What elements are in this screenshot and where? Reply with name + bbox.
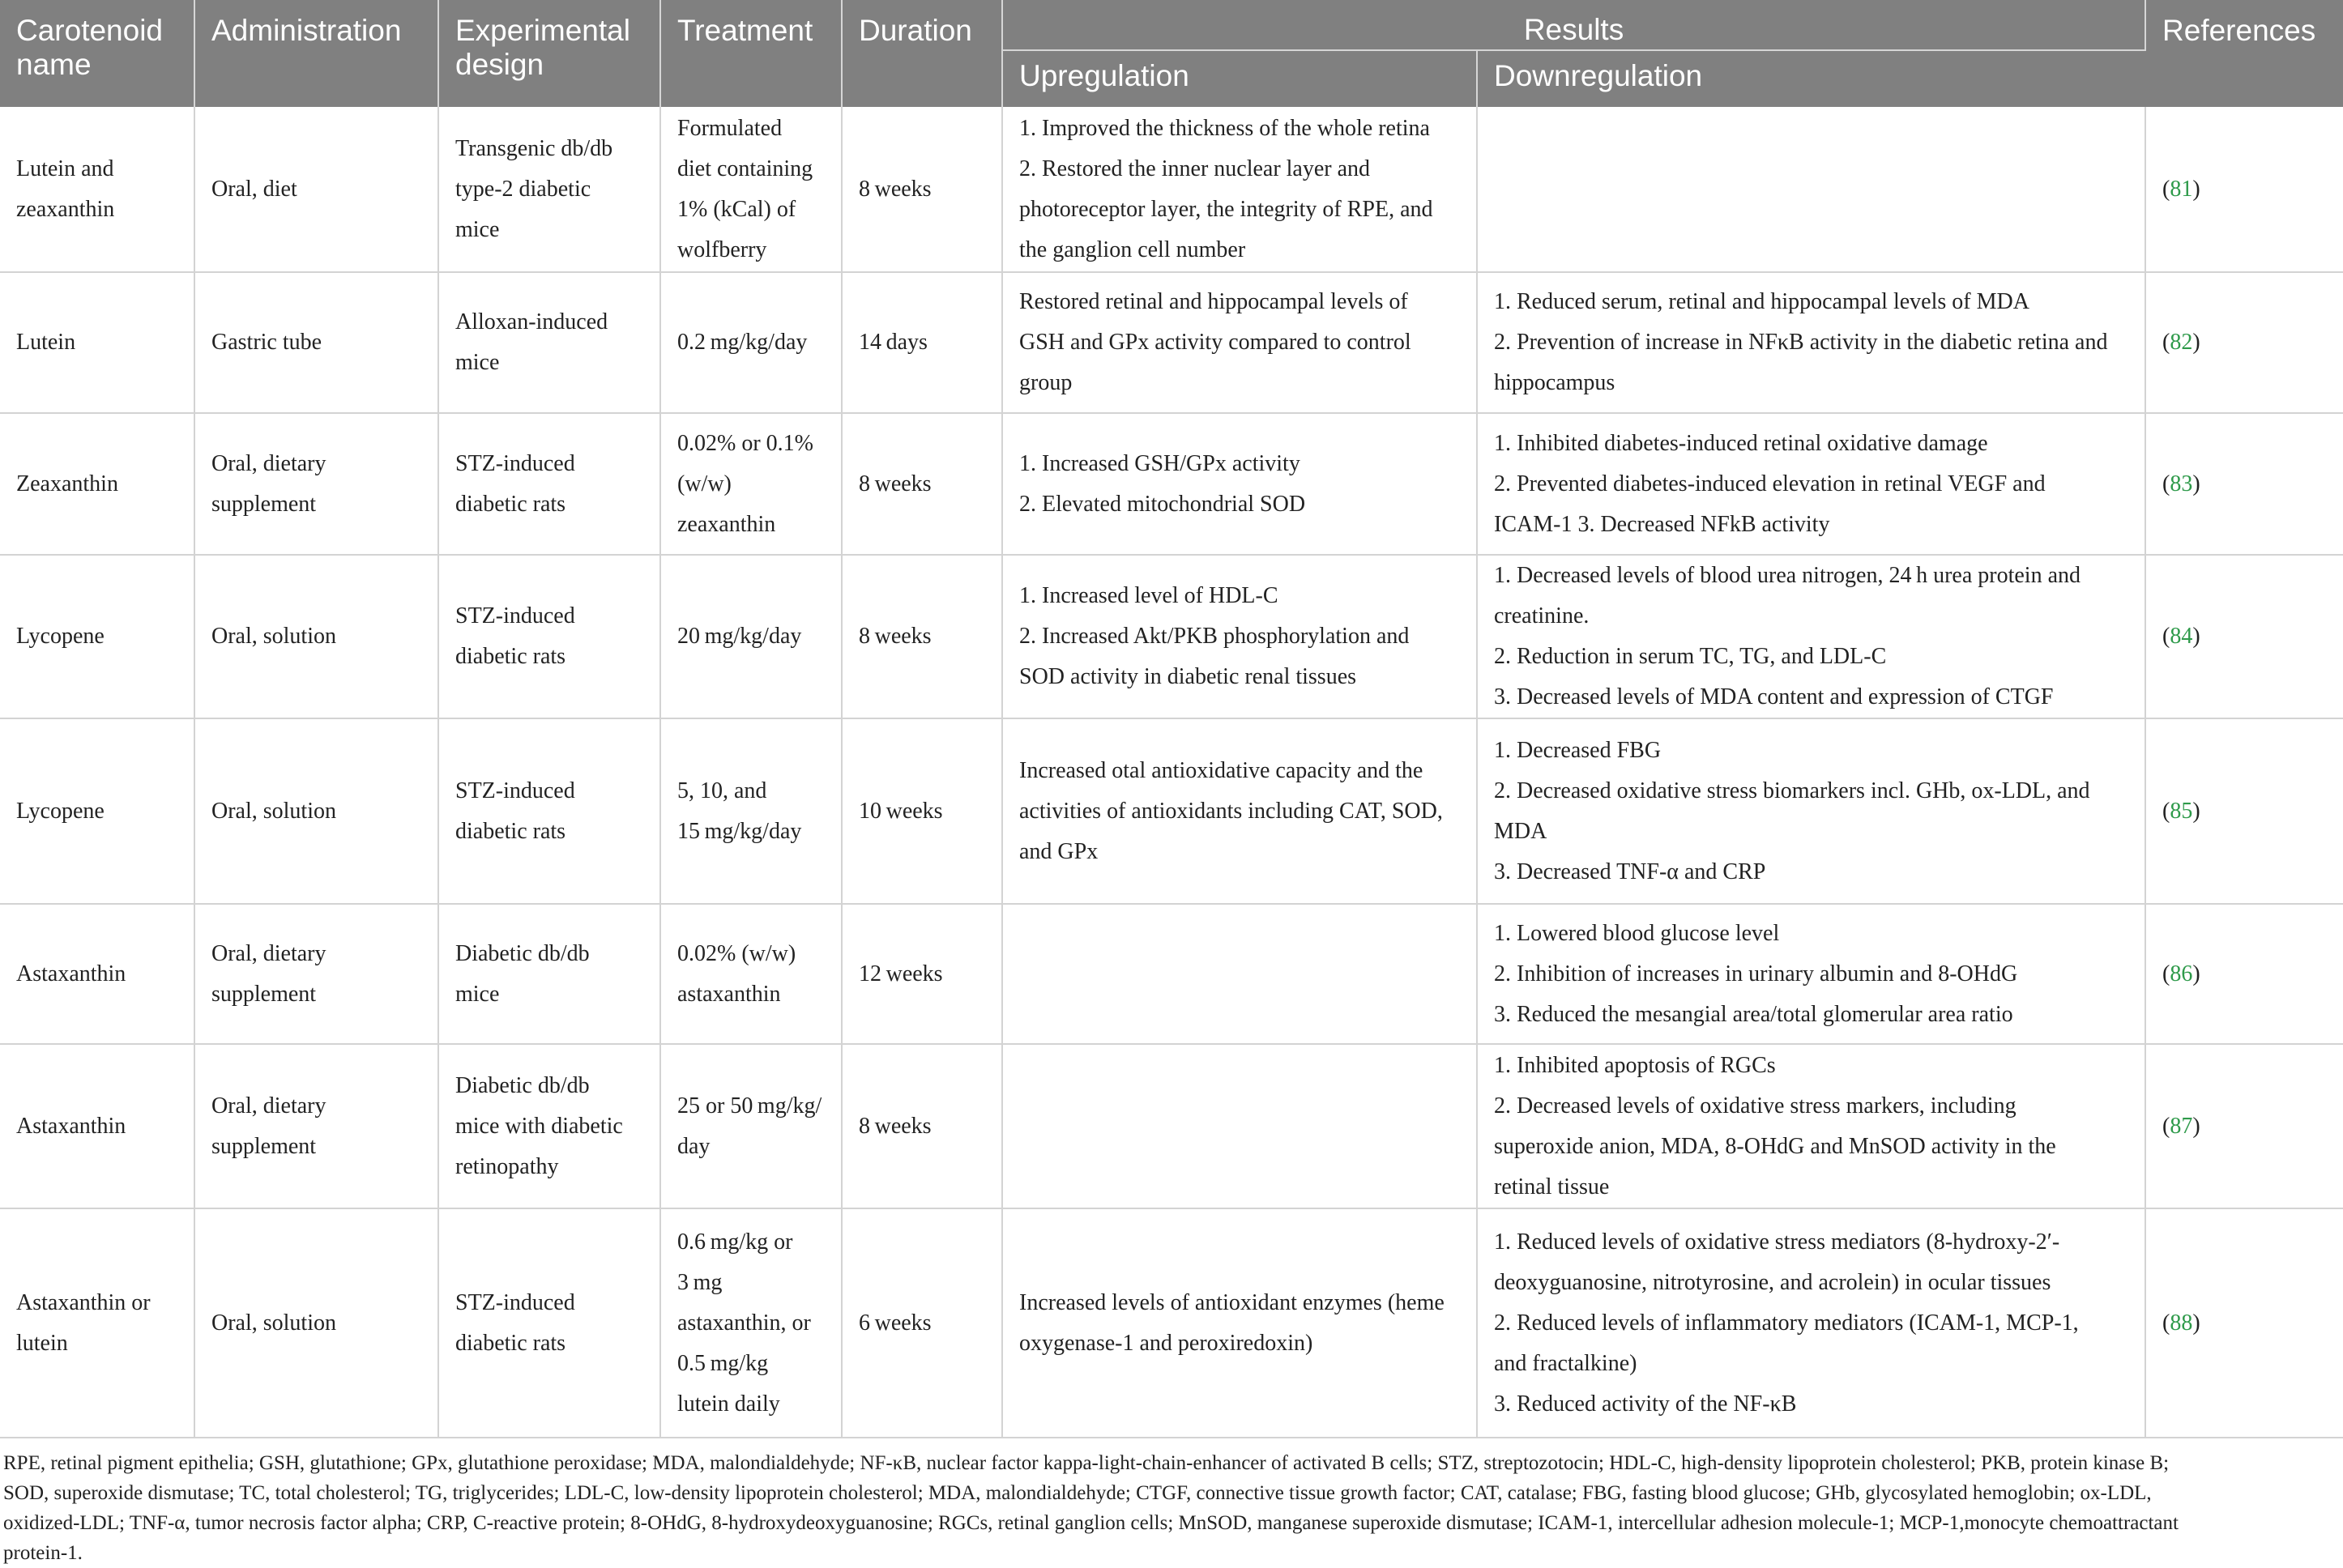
duration-cell: 6 weeks [842,1208,1002,1438]
administration-cell [194,1208,438,1438]
cell-line: Oral, dietary [211,1093,326,1118]
cell-line: 25 or 50 mg/kg/ [677,1093,822,1118]
cell-line: 2. Reduced levels of inflammatory mediators (ICAM-1, MCP-1, [1494,1310,2079,1336]
cell-line: Transgenic db/db [455,135,613,161]
duration-cell: 12 weeks [842,904,1002,1044]
administration-cell [194,413,438,555]
cell-line: 1. Inhibited diabetes-induced retinal oxidative damage [1494,430,1988,456]
upregulation-cell [1002,272,1477,413]
reference-cell [2145,1044,2343,1208]
table-row [0,1208,2343,1438]
cell-line: GSH and GPx activity compared to control [1019,330,1411,355]
experimental-design-cell [438,718,660,904]
cell-line: 1. Reduced serum, retinal and hippocampal levels of MDA [1494,289,2029,314]
cell-line: Lutein and [16,156,114,181]
duration-cell: 8 weeks [842,107,1002,272]
cell-line: 1. Inhibited apoptosis of RGCs [1494,1052,1776,1078]
downregulation-cell [1477,1044,2145,1208]
header-downregulation: Downregulation [1477,50,2145,107]
cell-line: STZ-induced [455,450,575,476]
cell-line: 2. Inhibition of increases in urinary albumin and 8-OHdG [1494,961,2018,986]
treatment-cell [660,718,842,904]
cell-line: STZ-induced [455,603,575,628]
cell-line: mice [455,981,500,1007]
cell-line: 1. Increased GSH/GPx activity [1019,450,1300,476]
cell-line: Oral, solution [211,798,336,824]
carotenoid-name-cell [0,718,194,904]
cell-line: ICAM-1 3. Decreased NFkB activity [1494,511,1830,537]
reference-cell [2145,718,2343,904]
cell-line: (w/w) [677,471,732,496]
cell-line: astaxanthin, or [677,1310,811,1336]
cell-line: type-2 diabetic [455,176,591,202]
footnote-line: RPE, retinal pigment epithelia; GSH, glutathione; GPx, glutathione peroxidase; MDA, malondialdehyde; NF-κB, nuclear factor kappa-light-chain-enhancer of activated B cells; STZ, streptozotocin; HDL-C, high-density lipoprotein cholesterol; PKB, protein kinase B; [3,1452,2170,1474]
cell-line: 2. Reduction in serum TC, TG, and LDL-C [1494,644,1887,669]
cell-line: MDA [1494,818,1547,844]
cell-line: supplement [211,981,317,1007]
carotenoid-name-cell [0,413,194,555]
cell-line: STZ-induced [455,1289,575,1315]
reference-bracket: ) [2192,624,2200,649]
treatment-cell [660,272,842,413]
header-treatment: Treatment [660,0,842,107]
cell-line: photoreceptor layer, the integrity of RPE, and [1019,196,1433,222]
cell-line: supplement [211,491,317,517]
table-row [0,718,2343,904]
header-carotenoid-name: Carotenoid name [0,0,194,107]
cell-line: zeaxanthin [16,196,115,222]
cell-line: hippocampus [1494,370,1615,395]
reference-bracket: ) [2192,1113,2200,1139]
downregulation-cell [1477,107,2145,272]
reference-bracket: ( [2162,471,2170,496]
cell-line: 3. Decreased levels of MDA content and expression of CTGF [1494,684,2054,709]
cell-line: mice [455,216,500,242]
cell-line: 0.02% or 0.1% [677,430,813,456]
cell-line: 1. Reduced levels of oxidative stress mediators (8-hydroxy-2′- [1494,1229,2060,1255]
cell-line: the ganglion cell number [1019,236,1246,262]
table-row [0,107,2343,272]
upregulation-cell [1002,107,1477,272]
treatment-cell [660,413,842,555]
upregulation-cell [1002,555,1477,718]
downregulation-cell [1477,555,2145,718]
header-references: References [2145,0,2343,107]
cell-line: Increased levels of antioxidant enzymes (heme [1019,1289,1445,1315]
duration-cell: 10 weeks [842,718,1002,904]
cell-line: group [1019,370,1073,395]
cell-line: and fractalkine) [1494,1350,1637,1376]
duration-cell: 8 weeks [842,555,1002,718]
downregulation-cell [1477,272,2145,413]
cell-line: lutein [16,1330,68,1356]
table-row [0,555,2343,718]
table-row [0,1044,2343,1208]
header-experimental-design: Experimental design [438,0,660,107]
cell-line: zeaxanthin [677,511,776,537]
downregulation-cell [1477,904,2145,1044]
header-results: Results [1002,0,2145,50]
reference-link[interactable]: 83 [2170,471,2193,496]
experimental-design-cell [438,1208,660,1438]
reference-bracket: ( [2162,176,2170,202]
cell-line: Gastric tube [211,330,322,355]
table-row [0,904,2343,1044]
cell-line: diabetic rats [455,491,566,517]
cell-line: 2. Restored the inner nuclear layer and [1019,156,1371,181]
cell-line: Oral, solution [211,624,336,649]
experimental-design-cell [438,272,660,413]
reference-link[interactable]: 87 [2170,1113,2193,1139]
cell-line: SOD activity in diabetic renal tissues [1019,664,1357,689]
cell-line: 1% (kCal) of [677,196,796,222]
treatment-cell [660,1044,842,1208]
table-row [0,272,2343,413]
duration-cell: 8 weeks [842,413,1002,555]
cell-line: 2. Increased Akt/PKB phosphorylation and [1019,624,1410,649]
reference-cell [2145,107,2343,272]
cell-line: and GPx [1019,838,1099,864]
reference-bracket: ( [2162,330,2170,355]
cell-line: diabetic rats [455,644,566,669]
cell-line: Lycopene [16,798,105,824]
cell-line: superoxide anion, MDA, 8-OHdG and MnSOD activity in the [1494,1133,2056,1159]
cell-line: 20 mg/kg/day [677,624,802,649]
reference-link[interactable]: 88 [2170,1310,2193,1336]
cell-line: mice with diabetic [455,1113,623,1139]
header-administration: Administration [194,0,438,107]
reference-bracket: ) [2192,961,2200,986]
upregulation-cell [1002,413,1477,555]
carotenoid-name-cell [0,107,194,272]
downregulation-cell [1477,1208,2145,1438]
cell-line: Lycopene [16,624,105,649]
cell-line: Oral, dietary [211,940,326,966]
cell-line: astaxanthin [677,981,781,1007]
cell-line: retinal tissue [1494,1174,1610,1199]
cell-line: Astaxanthin [16,1113,126,1139]
header-upregulation: Upregulation [1002,50,1477,107]
footnote-line: oxidized-LDL; TNF-α, tumor necrosis factor alpha; CRP, C-reactive protein; 8-OHdG, 8-hydroxydeoxyguanosine; RGCs, retinal ganglion cells; MnSOD, manganese superoxide dismutase; ICAM-1, intercellular adhesion molecule-1; MCP-1,monocyte chemoattractant [3,1512,2179,1534]
treatment-cell [660,1208,842,1438]
cell-line: mice [455,350,500,375]
reference-bracket: ) [2192,1310,2200,1336]
cell-line: Diabetic db/db [455,940,590,966]
upregulation-cell [1002,904,1477,1044]
duration-cell: 8 weeks [842,1044,1002,1208]
cell-line: Oral, diet [211,176,297,202]
reference-link[interactable]: 85 [2170,798,2193,824]
cell-line: 3. Reduced activity of the NF-κB [1494,1391,1797,1417]
cell-line: 1. Increased level of HDL-C [1019,583,1278,608]
footnote-line: SOD, superoxide dismutase; TC, total cholesterol; TG, triglycerides; LDL-C, low-density lipoprotein cholesterol; MDA, malondialdehyde; CTGF, connective tissue growth factor; CAT, catalase; FBG, fasting blood glucose; GHb, glycosylated hemoglobin; ox-LDL, [3,1482,2152,1504]
administration-cell [194,272,438,413]
cell-line: Diabetic db/db [455,1072,590,1098]
cell-line: diabetic rats [455,818,566,844]
treatment-cell [660,904,842,1044]
cell-line: lutein daily [677,1391,780,1417]
reference-cell [2145,904,2343,1044]
cell-line: retinopathy [455,1153,559,1179]
experimental-design-cell [438,413,660,555]
header-duration: Duration [842,0,1002,107]
reference-bracket: ( [2162,798,2170,824]
reference-bracket: ( [2162,624,2170,649]
footnote-line: protein-1. [3,1542,83,1564]
cell-line: 15 mg/kg/day [677,818,802,844]
reference-link[interactable]: 82 [2170,330,2193,355]
cell-line: wolfberry [677,236,767,262]
cell-line: Alloxan-induced [455,309,608,334]
cell-line: deoxyguanosine, nitrotyrosine, and acrolein) in ocular tissues [1494,1269,2051,1295]
reference-cell [2145,1208,2343,1438]
cell-line: Astaxanthin or [16,1289,151,1315]
carotenoid-name-cell [0,555,194,718]
cell-line: 3. Reduced the mesangial area/total glomerular area ratio [1494,1001,2013,1027]
reference-bracket: ( [2162,1310,2170,1336]
reference-link[interactable]: 86 [2170,961,2193,986]
cell-line: 1. Improved the thickness of the whole retina [1019,115,1430,141]
cell-line: 2. Elevated mitochondrial SOD [1019,491,1306,517]
carotenoid-name-cell [0,1044,194,1208]
cell-line: 2. Decreased oxidative stress biomarkers incl. GHb, ox-LDL, and [1494,778,2090,803]
cell-line: Astaxanthin [16,961,126,986]
cell-line: 3. Decreased TNF-α and CRP [1494,859,1766,884]
reference-cell [2145,413,2343,555]
cell-line: 1. Decreased FBG [1494,737,1662,763]
reference-cell [2145,555,2343,718]
cell-line: Oral, solution [211,1310,336,1336]
cell-line: diabetic rats [455,1330,566,1356]
carotenoid-name-cell [0,904,194,1044]
cell-line: 5, 10, and [677,778,767,803]
cell-line: diet containing [677,156,813,181]
treatment-cell [660,555,842,718]
administration-cell [194,904,438,1044]
experimental-design-cell [438,555,660,718]
cell-line: 0.6 mg/kg or [677,1229,793,1255]
administration-cell [194,555,438,718]
cell-line: 0.5 mg/kg [677,1350,769,1376]
experimental-design-cell [438,1044,660,1208]
reference-bracket: ( [2162,1113,2170,1139]
reference-bracket: ) [2192,471,2200,496]
downregulation-cell [1477,718,2145,904]
cell-line: Oral, dietary [211,450,326,476]
upregulation-cell [1002,1208,1477,1438]
carotenoid-name-cell [0,1208,194,1438]
cell-line: activities of antioxidants including CAT, SOD, [1019,798,1443,824]
cell-line: Lutein [16,330,76,355]
administration-cell [194,718,438,904]
carotenoid-name-cell [0,272,194,413]
cell-line: 2. Prevented diabetes-induced elevation in retinal VEGF and [1494,471,2046,496]
reference-bracket: ) [2192,176,2200,202]
cell-line: STZ-induced [455,778,575,803]
cell-line: Restored retinal and hippocampal levels of [1019,289,1408,314]
duration-cell: 14 days [842,272,1002,413]
cell-line: 3 mg [677,1269,723,1295]
upregulation-cell [1002,1044,1477,1208]
cell-line: Zeaxanthin [16,471,118,496]
reference-bracket: ( [2162,961,2170,986]
cell-line: day [677,1133,711,1159]
cell-line: 1. Lowered blood glucose level [1494,920,1780,946]
reference-link[interactable]: 84 [2170,624,2193,649]
cell-line: creatinine. [1494,603,1590,628]
upregulation-cell [1002,718,1477,904]
reference-link[interactable]: 81 [2170,176,2193,202]
downregulation-cell [1477,413,2145,555]
table-row [0,413,2343,555]
cell-line: 1. Decreased levels of blood urea nitrogen, 24 h urea protein and [1494,563,2081,588]
experimental-design-cell [438,904,660,1044]
table-footnote [0,1438,2343,1568]
cell-line: Formulated [677,115,783,141]
cell-line: 2. Decreased levels of oxidative stress markers, including [1494,1093,2017,1118]
table-body [0,107,2343,1438]
treatment-cell [660,107,842,272]
experimental-design-cell [438,107,660,272]
reference-bracket: ) [2192,798,2200,824]
cell-line: oxygenase-1 and peroxiredoxin) [1019,1330,1313,1356]
administration-cell [194,1044,438,1208]
cell-line: 2. Prevention of increase in NFκB activity in the diabetic retina and [1494,330,2108,355]
reference-bracket: ) [2192,330,2200,355]
reference-cell [2145,272,2343,413]
cell-line: 0.02% (w/w) [677,940,796,966]
cell-line: supplement [211,1133,317,1159]
cell-line: 0.2 mg/kg/day [677,330,808,355]
administration-cell [194,107,438,272]
cell-line: Increased otal antioxidative capacity and the [1019,757,1423,783]
